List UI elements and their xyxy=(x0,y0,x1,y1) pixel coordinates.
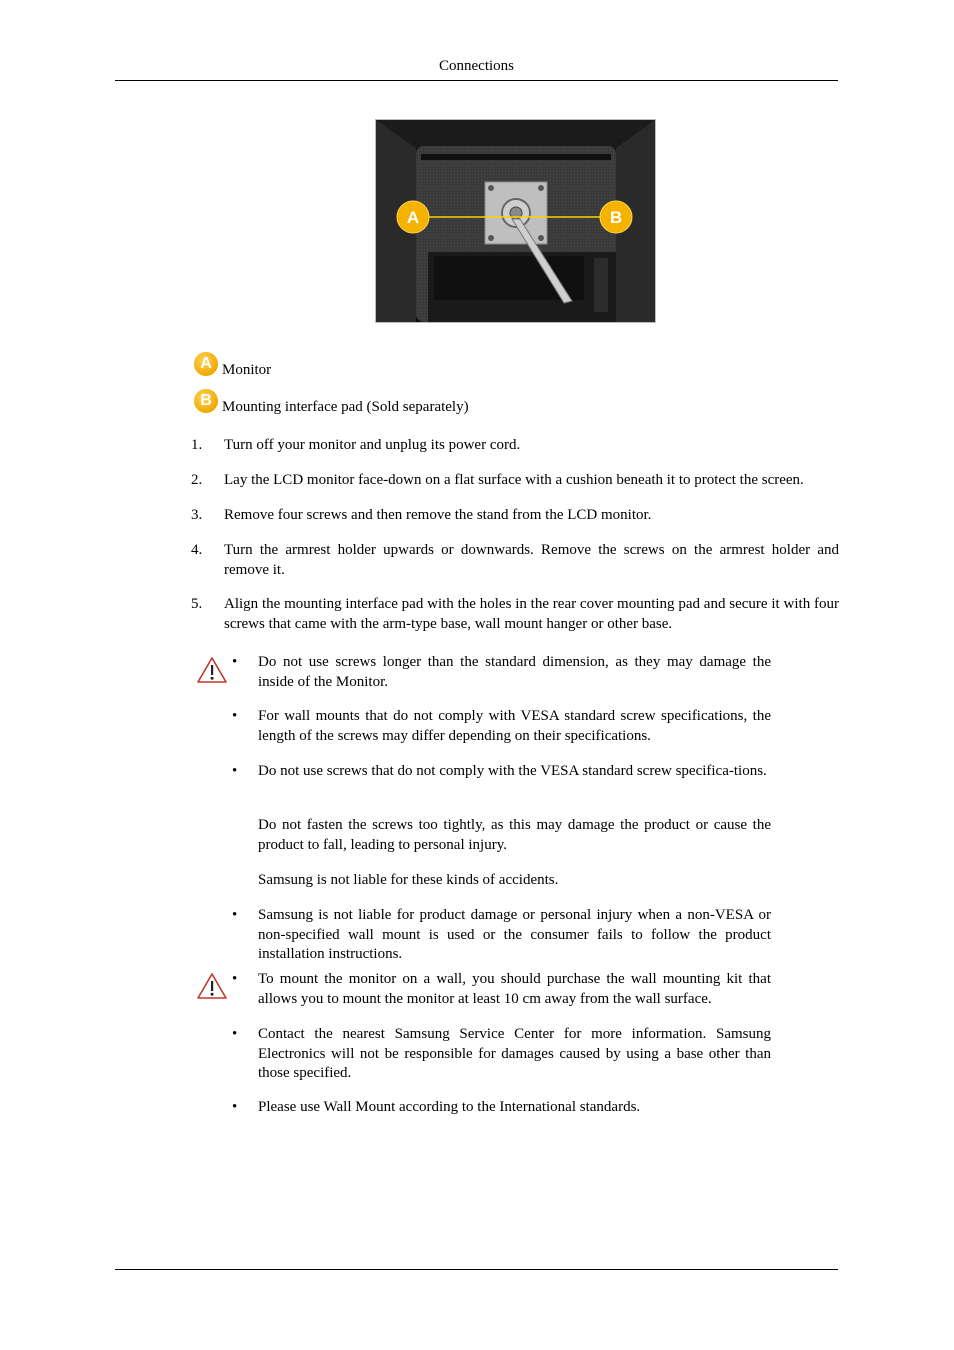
warning-triangle-icon xyxy=(196,972,228,1000)
step-number: 3. xyxy=(191,507,203,523)
bullet-mark: • xyxy=(232,1026,238,1042)
footer-rule xyxy=(115,1269,838,1270)
caution-bullet xyxy=(232,1098,771,1118)
bullet-mark: • xyxy=(232,654,238,670)
caution-bullet xyxy=(232,707,771,746)
figure-label-a: A xyxy=(406,208,420,227)
caution-paragraph: Samsung is not liable for these kinds of accidents. xyxy=(258,872,559,888)
bullet-text: Please use Wall Mount according to the International standards. xyxy=(258,1099,641,1115)
legend-text: Mounting interface pad (Sold separately) xyxy=(222,398,469,415)
bullet-text: Contact the nearest Samsung Service Center for more information. Samsung Electronics will not be responsible for damages caused by using a base other than those specified. xyxy=(258,1026,771,1081)
step-number: 5. xyxy=(191,596,203,612)
step-text: Turn off your monitor and unplug its power cord. xyxy=(224,437,521,453)
bullet-text: Do not use screws longer than the standard dimension, as they may damage the inside of the Monitor. xyxy=(258,654,771,690)
bullet-mark: • xyxy=(232,907,238,923)
step-4 xyxy=(191,541,839,580)
bullet-mark: • xyxy=(232,1099,238,1115)
caution-bullet xyxy=(232,970,771,1009)
warning-triangle-icon xyxy=(196,656,228,684)
bullet-mark: • xyxy=(232,763,238,779)
legend-item-mounting-pad xyxy=(194,387,469,415)
step-number: 1. xyxy=(191,437,203,453)
caution-bullet xyxy=(232,653,771,692)
bullet-mark: • xyxy=(232,971,238,987)
legend-text: Monitor xyxy=(222,361,272,378)
bullet-text: Samsung is not liable for product damage or personal injury when a non-VESA or non-specified wall mount is used or the consumer fails to follow the product installation instructions. xyxy=(258,907,771,962)
step-5 xyxy=(191,595,839,634)
badge-a-icon: A xyxy=(194,352,218,376)
step-3 xyxy=(191,506,839,526)
caution-bullet xyxy=(232,762,771,782)
step-text: Lay the LCD monitor face-down on a flat surface with a cushion beneath it to protect the screen. xyxy=(224,472,804,488)
step-number: 4. xyxy=(191,542,203,558)
header-title: Connections xyxy=(439,58,514,74)
bullet-text: Do not use screws that do not comply with the VESA standard screw specifica-tions. xyxy=(258,763,767,779)
step-2 xyxy=(191,471,839,491)
legend-item-monitor xyxy=(194,350,271,378)
step-number: 2. xyxy=(191,472,203,488)
badge-b-icon: B xyxy=(194,389,218,413)
caution-bullet xyxy=(232,1025,771,1084)
monitor-rear-illustration xyxy=(375,119,656,323)
figure-label-b: B xyxy=(609,208,623,227)
step-1 xyxy=(191,436,839,456)
step-text: Align the mounting interface pad with the holes in the rear cover mounting pad and secure it with four screws that came with the arm-type base, wall mount hanger or other base. xyxy=(224,596,839,632)
step-text: Remove four screws and then remove the stand from the LCD monitor. xyxy=(224,507,652,523)
caution-paragraph: Do not fasten the screws too tightly, as this may damage the product or cause the product to fall, leading to personal injury. xyxy=(258,817,771,853)
bullet-mark: • xyxy=(232,708,238,724)
monitor-rear-svg xyxy=(376,120,655,322)
bullet-text: For wall mounts that do not comply with VESA standard screw specifications, the length of the screws may differ depending on their specifications. xyxy=(258,708,771,744)
step-text: Turn the armrest holder upwards or downwards. Remove the screws on the armrest holder and remove it. xyxy=(224,542,839,578)
caution-bullet xyxy=(232,906,771,965)
header-rule xyxy=(115,80,838,81)
bullet-text: To mount the monitor on a wall, you should purchase the wall mounting kit that allows you to mount the monitor at least 10 cm away from the wall surface. xyxy=(258,971,771,1007)
